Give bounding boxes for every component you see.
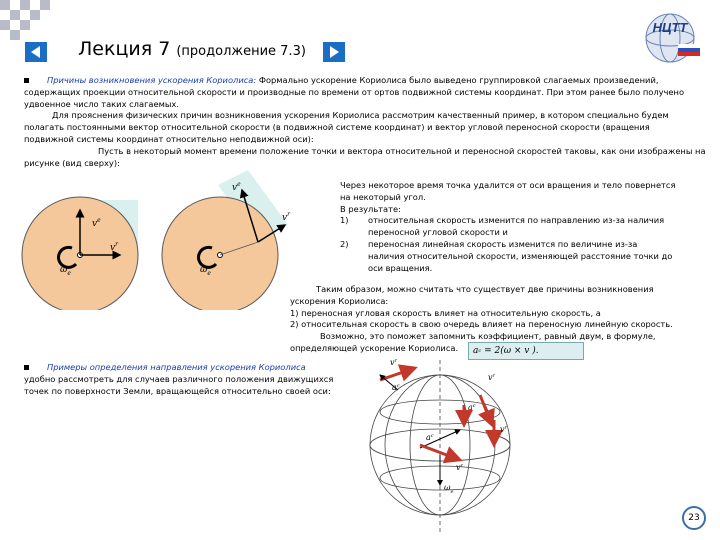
globe-label-omega: $\omega_e$: [444, 483, 454, 495]
globe-label-vr3: $v^r$: [500, 425, 507, 434]
label-ve-left: $v^e$: [92, 217, 101, 229]
label-vr-left: $v^r$: [110, 241, 118, 253]
label-ve-right: $v^e$: [232, 181, 241, 193]
globe-label-ac3: $a^c$: [426, 433, 434, 442]
globe-label-vr4: $v^r$: [456, 463, 463, 472]
label-vr-right: $v^r$: [282, 211, 290, 223]
prev-slide-button[interactable]: [25, 42, 47, 62]
bullet-icon: [24, 365, 29, 370]
logo-text: НЦТТ: [652, 20, 688, 35]
rotation-diagram: [20, 170, 330, 310]
section2-text: Примеры определения направления ускорения Кориолиса удобно рассмотреть для случаев различного положения движущихся точек по поверхности Земли, вращающейся относительно своей оси:: [24, 362, 334, 396]
label-omega-right: $\omega_e$: [200, 265, 211, 277]
ntt-logo: [630, 6, 710, 66]
globe-label-vr2: $v^r$: [488, 373, 495, 382]
next-slide-button[interactable]: [323, 42, 345, 62]
earth-globe-diagram: [360, 350, 520, 540]
section1-text: Причины возникновения ускорения Кориолиса: Формально ускорение Кориолиса было выведено группировкой слагаемых произведений, содержащих проекции относительной скорости и производные по времени от ортов подвижной системы координат. При этом ранее было получено удвоенное число таких слагаемых. Для прояснения физических причин возникновения ускорения Кориолиса рассмотрим качественный пример, в котором специально будем полагать постоянными вектор относительной скорости (в подвижной системе координат) и вектор угловой переносной скорости (вращения подвижной системы координат относительно неподвижной оси): Пусть в некоторый момент времени положение точки и вектора относительной и переносной скоростей таковы, как они изображены на рисунке (вид сверху):: [24, 75, 706, 168]
globe-label-ac2: $a^c$: [468, 403, 476, 412]
bullet-icon: [24, 78, 29, 83]
globe-label-vr1: $v^r$: [390, 358, 397, 367]
page-title: Лекция 7 (продолжение 7.3): [78, 38, 306, 60]
label-omega-left: $\omega_e$: [60, 265, 71, 277]
conclusion-text: Таким образом, можно считать что существует две причины возникновения ускорения Кориолиса: 1) переносная угловая скорость влияет на относительную скорость, а 2) относительная скорость в свою очередь влияет на переносную линейную скорость. Возможно, это поможет запомнить коэффициент, равный двум, в формуле, определяющей ускорение Кориолиса.: [290, 284, 673, 353]
result-text: Через некоторое время точка удалится от оси вращения и тело повернется на некоторый угол. В результате: 1) относительная скорость изменится по направлению из-за наличия переносной угловой скорости и 2) переносная линейная скорость изменится по величине из-за наличия относительной скорости, изменяющей расстояние точки до оси вращения.: [340, 180, 676, 273]
coriolis-formula: a c = 2(ω × v ).: [468, 342, 584, 360]
page-number: 23: [682, 506, 706, 530]
globe-label-ac1: $a^c$: [392, 383, 400, 392]
